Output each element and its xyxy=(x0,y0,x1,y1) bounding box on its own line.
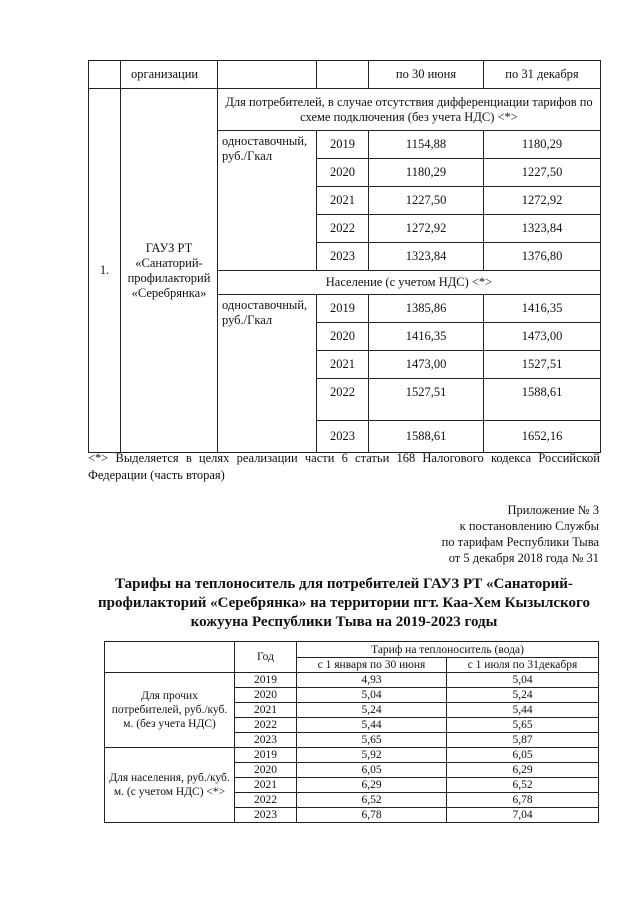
year-cell: 2022 xyxy=(235,718,297,733)
value-cell: 1180,29 xyxy=(369,159,484,187)
header-to-december: по 31 декабря xyxy=(484,61,601,89)
value-cell: 1588,61 xyxy=(484,379,601,421)
year-cell: 2022 xyxy=(317,379,369,421)
table-header-row xyxy=(89,61,601,89)
header-year: Год xyxy=(235,642,297,673)
year-cell: 2021 xyxy=(317,187,369,215)
year-cell: 2022 xyxy=(317,215,369,243)
value-cell: 5,04 xyxy=(297,688,447,703)
consumer-group-label: Для населения, руб./куб. м. (с учетом НДС) <*> xyxy=(105,748,235,823)
year-cell: 2021 xyxy=(235,778,297,793)
year-cell: 2021 xyxy=(235,703,297,718)
row-number: 1. xyxy=(89,89,121,453)
value-cell: 1473,00 xyxy=(369,351,484,379)
value-cell: 1416,35 xyxy=(369,323,484,351)
appendix-line: по тарифам Республики Тыва xyxy=(441,535,599,549)
header-period-1: с 1 января по 30 июня xyxy=(297,658,447,673)
value-cell: 1227,50 xyxy=(369,187,484,215)
table-header-row xyxy=(105,642,599,658)
value-cell: 5,24 xyxy=(447,688,599,703)
organization-name: ГАУЗ РТ «Санаторий-профилакторий «Серебрянка» xyxy=(121,89,218,453)
tariff-type-label: одноставочный, руб./Гкал xyxy=(218,131,317,271)
appendix-line: к постановлению Службы xyxy=(459,519,599,533)
value-cell: 5,65 xyxy=(447,718,599,733)
year-cell: 2023 xyxy=(235,733,297,748)
value-cell: 5,24 xyxy=(297,703,447,718)
table-row xyxy=(105,673,599,688)
value-cell: 5,44 xyxy=(297,718,447,733)
consumer-group-label: Для прочих потребителей, руб./куб. м. (без учета НДС) xyxy=(105,673,235,748)
tariff-type-label: одноставочный, руб./Гкал xyxy=(218,295,317,453)
value-cell: 4,93 xyxy=(297,673,447,688)
value-cell: 5,92 xyxy=(297,748,447,763)
value-cell: 1385,86 xyxy=(369,295,484,323)
year-cell: 2021 xyxy=(317,351,369,379)
value-cell: 5,44 xyxy=(447,703,599,718)
value-cell: 6,29 xyxy=(447,763,599,778)
value-cell: 5,65 xyxy=(297,733,447,748)
appendix-line: от 5 декабря 2018 года № 31 xyxy=(448,551,599,565)
value-cell: 1652,16 xyxy=(484,421,601,453)
value-cell: 1527,51 xyxy=(484,351,601,379)
year-cell: 2023 xyxy=(317,421,369,453)
header-period-2: с 1 июля по 31декабря xyxy=(447,658,599,673)
value-cell: 7,04 xyxy=(447,808,599,823)
value-cell: 6,05 xyxy=(447,748,599,763)
table-row xyxy=(105,748,599,763)
appendix-line: Приложение № 3 xyxy=(507,503,599,517)
section-heading-row xyxy=(89,89,601,131)
value-cell: 1154,88 xyxy=(369,131,484,159)
year-cell: 2019 xyxy=(317,131,369,159)
value-cell: 1180,29 xyxy=(484,131,601,159)
value-cell: 6,29 xyxy=(297,778,447,793)
value-cell: 6,05 xyxy=(297,763,447,778)
section-heading: Для потребителей, в случае отсутствия дифференциации тарифов по схеме подключения (без учета НДС) <*> xyxy=(218,89,601,131)
year-cell: 2020 xyxy=(235,763,297,778)
document-title: Тарифы на теплоноситель для потребителей ГАУЗ РТ «Санаторий-профилакторий «Серебрянка» на территории пгт. Каа-Хем Кызылского кожууна Республики Тыва на 2019-2023 годы xyxy=(98,576,590,630)
value-cell: 5,04 xyxy=(447,673,599,688)
value-cell: 1272,92 xyxy=(484,187,601,215)
value-cell: 1376,80 xyxy=(484,243,601,271)
value-cell: 6,52 xyxy=(447,778,599,793)
value-cell: 6,78 xyxy=(297,808,447,823)
header-tariff: Тариф на теплоноситель (вода) xyxy=(297,642,599,658)
year-cell: 2019 xyxy=(235,673,297,688)
year-cell: 2020 xyxy=(235,688,297,703)
year-cell: 2019 xyxy=(317,295,369,323)
value-cell: 6,52 xyxy=(297,793,447,808)
value-cell: 1588,61 xyxy=(369,421,484,453)
value-cell: 1227,50 xyxy=(484,159,601,187)
year-cell: 2023 xyxy=(317,243,369,271)
value-cell: 1272,92 xyxy=(369,215,484,243)
header-organization: организации xyxy=(121,61,218,89)
footnote: <*> Выделяется в целях реализации части 6 статьи 168 Налогового кодекса Российской Федерации (часть вторая) xyxy=(88,451,600,482)
value-cell: 1473,00 xyxy=(484,323,601,351)
value-cell: 1323,84 xyxy=(484,215,601,243)
heat-tariff-table xyxy=(88,60,601,453)
year-cell: 2023 xyxy=(235,808,297,823)
appendix-block xyxy=(299,502,599,566)
value-cell: 5,87 xyxy=(447,733,599,748)
section-heading: Население (с учетом НДС) <*> xyxy=(218,271,601,295)
year-cell: 2020 xyxy=(317,323,369,351)
value-cell: 6,78 xyxy=(447,793,599,808)
header-to-june: по 30 июня xyxy=(369,61,484,89)
value-cell: 1323,84 xyxy=(369,243,484,271)
year-cell: 2020 xyxy=(317,159,369,187)
year-cell: 2022 xyxy=(235,793,297,808)
coolant-tariff-table xyxy=(104,641,599,823)
value-cell: 1527,51 xyxy=(369,379,484,421)
value-cell: 1416,35 xyxy=(484,295,601,323)
year-cell: 2019 xyxy=(235,748,297,763)
